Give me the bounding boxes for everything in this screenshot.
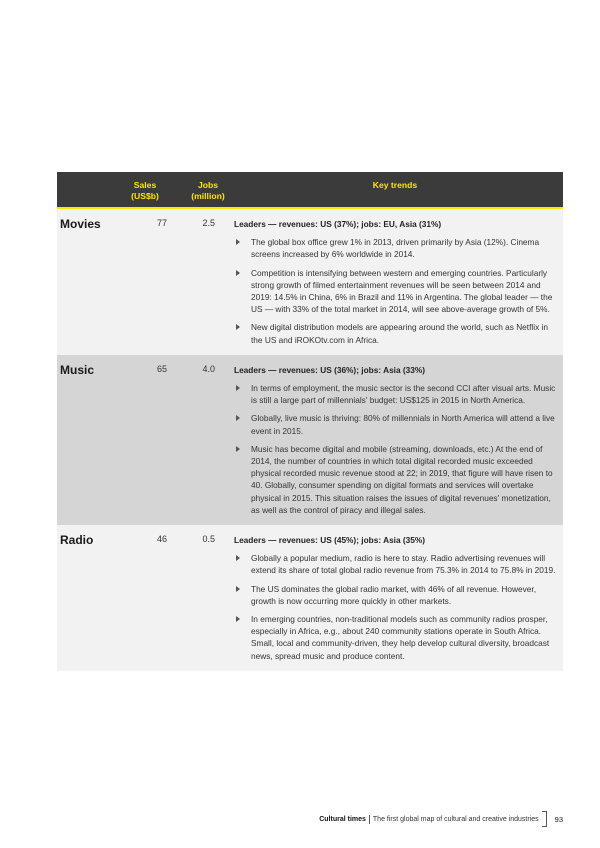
page-footer [319, 811, 563, 827]
bullet-triangle-icon [236, 446, 240, 452]
jobs-value: 2.5 [202, 218, 215, 228]
bullet-triangle-icon [236, 239, 240, 245]
leaders-line: Leaders — revenues: US (45%); jobs: Asia (35%) [234, 535, 426, 546]
trend-bullet [234, 552, 559, 576]
table-row-radio [57, 525, 563, 671]
trend-text: Competition is intensifying between western and emerging countries. Particularly strong growth of filmed entertainment revenues will be seen between 2014 and 2019: 14.5% in China, 6% in Brazil and 11% in Argentina. The global leader — the US — with 33% of the total market in 2014, will see above-average growth of 5%. [251, 267, 553, 315]
trend-bullet [234, 443, 559, 516]
table-row-music [57, 355, 563, 525]
leaders-line: Leaders — revenues: US (37%); jobs: EU, Asia (31%) [234, 219, 442, 229]
sales-value: 65 [156, 363, 167, 374]
leaders-line: Leaders — revenues: US (36%); jobs: Asia (33%) [234, 364, 426, 375]
header-sales-line2: (US$b) [131, 191, 159, 201]
bullet-triangle-icon [236, 586, 240, 592]
bullet-triangle-icon [236, 415, 240, 421]
trend-bullet [234, 583, 559, 607]
bullet-triangle-icon [236, 324, 240, 330]
trend-text: Music has become digital and mobile (streaming, downloads, etc.) At the end of 2014, the number of countries in which total digital recorded music exceeded physical recorded music revenue stood at 22; in 2019, that figure will have risen to 40. Globally, consumer spending on digital formats and services will overtake physical in 2015. This situation raises the issues of digital revenues' monetization, as well as the control of piracy and illegal sales. [251, 443, 553, 515]
bullet-triangle-icon [236, 270, 240, 276]
key-trends-table [57, 172, 563, 671]
trend-bullet [234, 267, 559, 316]
header-key-trends: Key trends [372, 180, 418, 190]
trend-text: New digital distribution models are appearing around the world, such as Netflix in the US and iROKOtv.com in Africa. [251, 322, 549, 345]
footer-bracket [542, 811, 547, 827]
trend-text: The global box office grew 1% in 2013, driven primarily by Asia (12%). Cinema screens increased by 6% worldwide in 2014. [251, 237, 540, 260]
trend-text: In terms of employment, the music sector is the second CCI after visual arts. Music is still a large part of millennials' budget: US$125 in 2015 in North America. [251, 383, 556, 406]
trend-bullet [234, 382, 559, 406]
category-label: Movies [60, 217, 101, 231]
sales-value: 46 [156, 534, 167, 545]
sales-value: 77 [156, 218, 167, 228]
header-jobs [187, 180, 229, 202]
trend-text: In emerging countries, non-traditional models such as community radios prosper, especially in Africa, e.g., about 240 community stations operate in South Africa. Small, local and community-driven, they help develop cultural diversity, broadcast news, spread music and produce content. [251, 614, 550, 661]
trend-text: Globally a popular medium, radio is here to stay. Radio advertising revenues will extend its share of total global radio revenue from 75.3% in 2014 to 75.8% in 2019. [251, 553, 556, 576]
header-sales-line1: Sales [133, 180, 157, 190]
table-row-movies [57, 209, 563, 355]
trend-bullet [234, 236, 559, 260]
trends-content [234, 218, 559, 346]
category-label: Music [60, 362, 95, 377]
page-number: 93 [554, 814, 563, 824]
footer-title: Cultural times [319, 815, 366, 823]
trend-text: The US dominates the global radio market, with 46% of all revenue. However, growth is now occurring more quickly in other markets. [251, 583, 537, 606]
trends-content [234, 534, 559, 662]
bullet-triangle-icon [236, 385, 240, 391]
footer-divider [369, 815, 370, 824]
trends-content [234, 364, 559, 516]
jobs-value: 4.0 [202, 363, 215, 374]
header-jobs-line1: Jobs [197, 180, 219, 190]
trend-bullet [234, 613, 559, 662]
jobs-value: 0.5 [202, 534, 215, 545]
bullet-triangle-icon [236, 555, 240, 561]
footer-subtitle: The first global map of cultural and creative industries [372, 815, 539, 823]
trend-bullet [234, 321, 559, 345]
header-jobs-line2: (million) [191, 191, 225, 201]
trend-bullet [234, 412, 559, 436]
table-header [57, 172, 563, 209]
header-sales [125, 180, 165, 202]
category-label: Radio [60, 533, 94, 548]
bullet-triangle-icon [236, 616, 240, 622]
trend-text: Globally, live music is thriving: 80% of millennials in North America will attend a live event in 2015. [251, 413, 555, 436]
